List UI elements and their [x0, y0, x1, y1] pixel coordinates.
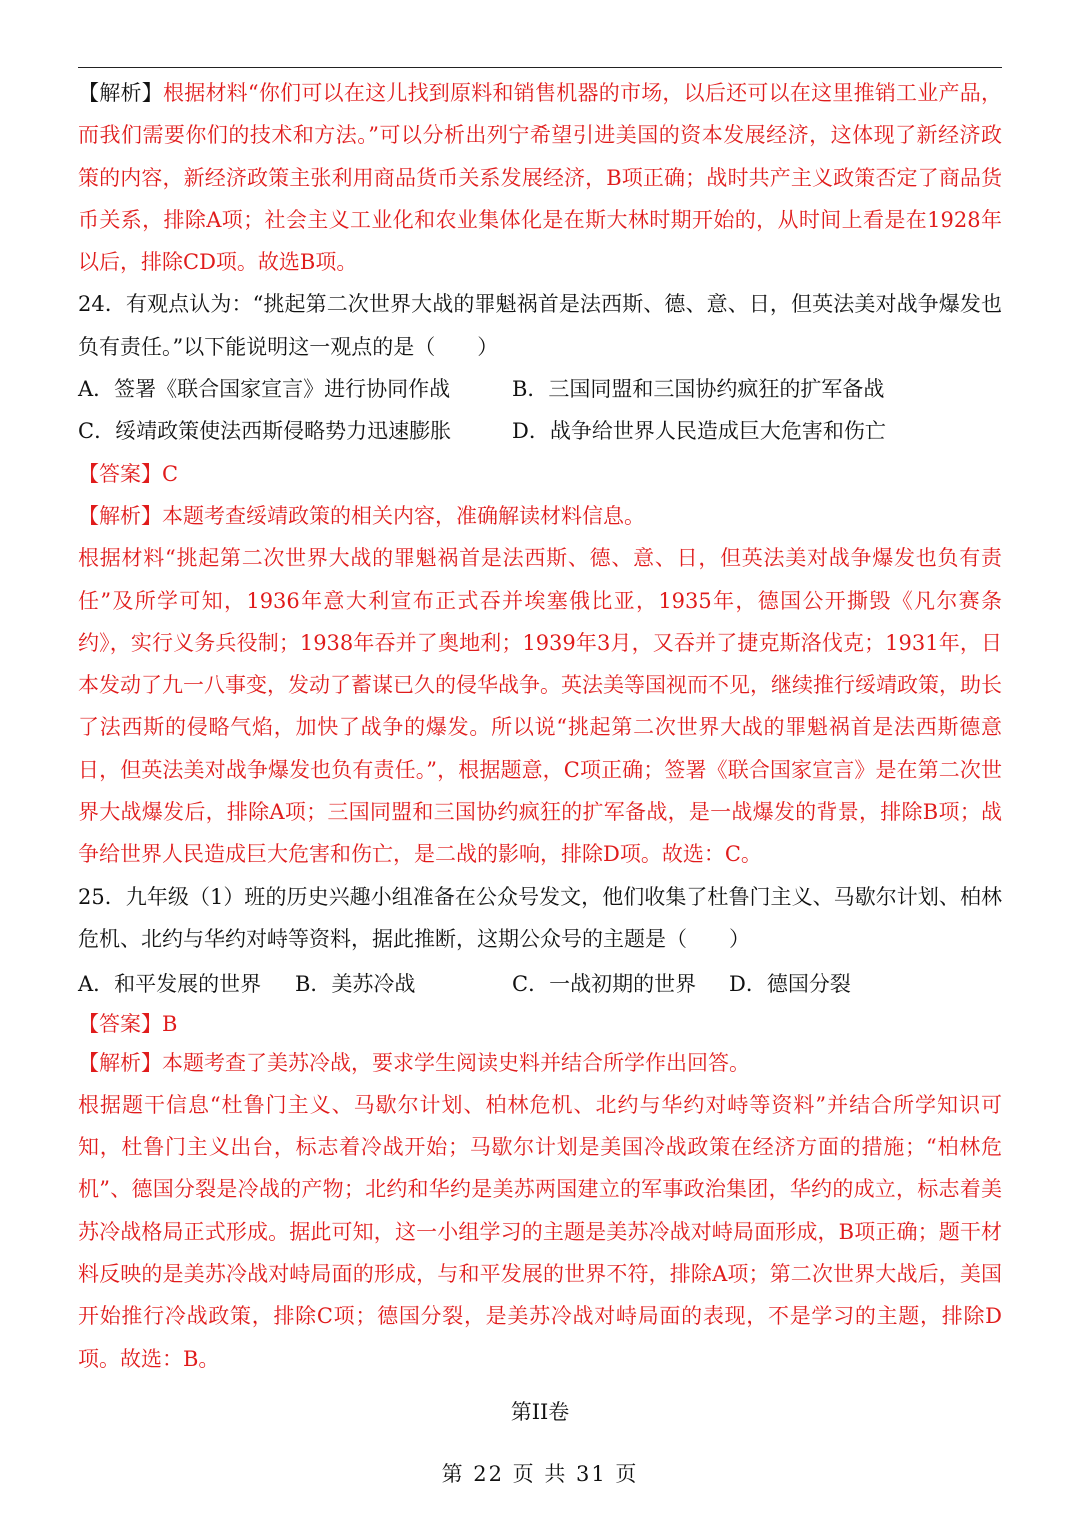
q23-analysis [78, 72, 1002, 283]
q24-options-row-2 [78, 410, 1002, 452]
q24-analysis-intro: 【解析】本题考查绥靖政策的相关内容，准确解读材料信息。 [78, 503, 645, 528]
q24-option-d: D．战争给世界人民造成巨大危害和伤亡 [512, 419, 886, 444]
q24-stem: 24．有观点认为：“挑起第二次世界大战的罪魁祸首是法西斯、德、意、日，但英法美对战争爆发也负有责任。”以下能说明这一观点的是（ ） [78, 292, 1002, 359]
section-title: 第II卷 [510, 1400, 570, 1424]
header-rule [78, 67, 1002, 68]
q24-option-c: C．绥靖政策使法西斯侵略势力迅速膨胀 [78, 419, 452, 444]
q24-option-a: A．签署《联合国家宣言》进行协同作战 [78, 377, 451, 402]
q23-analysis-text: 根据材料“你们可以在这儿找到原料和销售机器的市场，以后还可以在这里推销工业产品，而我们需要你们的技术和方法。”可以分析出列宁希望引进美国的资本发展经济，这体现了新经济政策的内容，新经济政策主张利用商品货币关系发展经济，B项正确；战时共产主义政策否定了商品货币关系，排除A项；社会主义工业化和农业集体化是在斯大林时期开始的，从时间上看是在1928年以后，排除CD项。故选B项。 [78, 81, 1003, 275]
q25-option-c: C．一战初期的世界 [512, 972, 697, 997]
q25-analysis-intro: 【解析】本题考查了美苏冷战，要求学生阅读史料并结合所学作出回答。 [78, 1050, 750, 1075]
q25-option-a: A．和平发展的世界 [78, 972, 262, 997]
q25-answer: 【答案】B [78, 1011, 178, 1036]
q25-option-b: B．美苏冷战 [295, 972, 416, 997]
q24-option-b: B．三国同盟和三国协约疯狂的扩军备战 [512, 377, 885, 402]
q25-analysis-body: 根据题干信息“杜鲁门主义、马歇尔计划、柏林危机、北约与华约对峙等资料”并结合所学知识可知，杜鲁门主义出台，标志着冷战开始；马歇尔计划是美国冷战政策在经济方面的措施；“柏林危机”、德国分裂是冷战的产物；北约和华约是美苏两国建立的军事政治集团，华约的成立，标志着美苏冷战格局正式形成。据此可知，这一小组学习的主题是美苏冷战对峙局面形成，B项正确；题干材料反映的是美苏冷战对峙局面的形成，与和平发展的世界不符，排除A项；第二次世界大战后，美国开始推行冷战政策，排除C项；德国分裂，是美苏冷战对峙局面的表现，不是学习的主题，排除D项。故选：B。 [78, 1092, 1002, 1371]
q24-analysis-body: 根据材料“挑起第二次世界大战的罪魁祸首是法西斯、德、意、日，但英法美对战争爆发也负有责任”及所学可知，1936年意大利宣布正式吞并埃塞俄比亚，1935年，德国公开撕毁《凡尔赛条约》，实行义务兵役制；1938年吞并了奥地利；1939年3月，又吞并了捷克斯洛伐克；1931年，日本发动了九一八事变，发动了蓄谋已久的侵华战争。英法美等国视而不见，继续推行绥靖政策，助长了法西斯的侵略气焰，加快了战争的爆发。所以说“挑起第二次世界大战的罪魁祸首是法西斯德意日，但英法美对战争爆发也负有责任。”，根据题意，C项正确；签署《联合国家宣言》是在第二次世界大战爆发后，排除A项；三国同盟和三国协约疯狂的扩军备战，是一战爆发的背景，排除B项；战争给世界人民造成巨大危害和伤亡，是二战的影响，排除D项。故选：C。 [78, 546, 1002, 867]
q25-option-d: D．德国分裂 [729, 972, 851, 997]
q23-analysis-tag: 【解析】 [78, 81, 163, 105]
q25-stem: 25．九年级（1）班的历史兴趣小组准备在公众号发文，他们收集了杜鲁门主义、马歇尔计划、柏林危机、北约与华约对峙等资料，据此推断，这期公众号的主题是（ ） [78, 884, 1002, 951]
q25-options-row [78, 963, 1002, 1005]
page-footer: 第 22 页 共 31 页 [441, 1462, 639, 1486]
q24-answer: 【答案】C [78, 461, 179, 486]
q24-options-row-1 [78, 368, 1002, 410]
page-content [78, 72, 1002, 1380]
